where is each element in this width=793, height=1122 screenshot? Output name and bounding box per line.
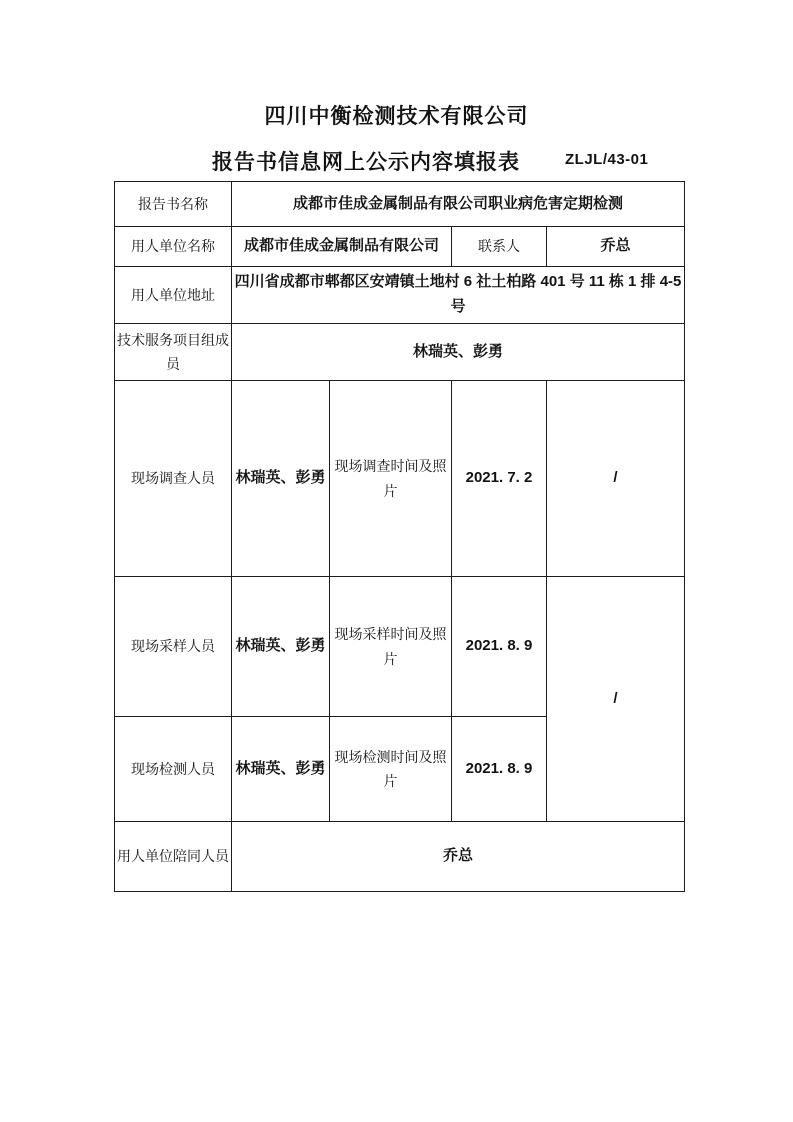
sampling-date: 2021. 8. 9 [452, 577, 547, 717]
employer-address-label: 用人单位地址 [115, 267, 232, 324]
report-info-table [114, 181, 685, 892]
testing-personnel: 林瑞英、彭勇 [232, 717, 330, 822]
project-team-value: 林瑞英、彭勇 [232, 324, 685, 381]
survey-photo-placeholder: / [547, 381, 685, 577]
sampling-label: 现场采样人员 [115, 577, 232, 717]
row-sampling [115, 577, 685, 717]
form-title: 报告书信息网上公示内容填报表 [212, 151, 520, 174]
sampling-testing-photo-placeholder: / [547, 577, 685, 822]
row-survey [115, 381, 685, 577]
employer-name-value: 成都市佳成金属制品有限公司 [232, 227, 452, 267]
survey-personnel: 林瑞英、彭勇 [232, 381, 330, 577]
company-title: 四川中衡检测技术有限公司 [264, 105, 529, 128]
row-accompanying [115, 822, 685, 892]
testing-date: 2021. 8. 9 [452, 717, 547, 822]
row-project-team [115, 324, 685, 381]
project-team-label: 技术服务项目组成员 [115, 324, 232, 381]
survey-time-photo-label: 现场调查时间及照片 [330, 381, 452, 577]
accompanying-value: 乔总 [232, 822, 685, 892]
accompanying-label: 用人单位陪同人员 [115, 822, 232, 892]
sampling-personnel: 林瑞英、彭勇 [232, 577, 330, 717]
row-employer-address [115, 267, 685, 324]
employer-name-label: 用人单位名称 [115, 227, 232, 267]
testing-time-photo-label: 现场检测时间及照片 [330, 717, 452, 822]
row-report-name [115, 182, 685, 227]
report-name-label: 报告书名称 [115, 182, 232, 227]
report-name-value: 成都市佳成金属制品有限公司职业病危害定期检测 [232, 182, 685, 227]
form-code: ZLJL/43-01 [565, 151, 649, 168]
employer-address-value: 四川省成都市郫都区安靖镇土地村 6 社土柏路 401 号 11 栋 1 排 4-5 号 [232, 267, 685, 324]
contact-label: 联系人 [452, 227, 547, 267]
contact-value: 乔总 [547, 227, 685, 267]
testing-label: 现场检测人员 [115, 717, 232, 822]
sampling-time-photo-label: 现场采样时间及照片 [330, 577, 452, 717]
survey-date: 2021. 7. 2 [452, 381, 547, 577]
survey-label: 现场调查人员 [115, 381, 232, 577]
row-employer-name [115, 227, 685, 267]
